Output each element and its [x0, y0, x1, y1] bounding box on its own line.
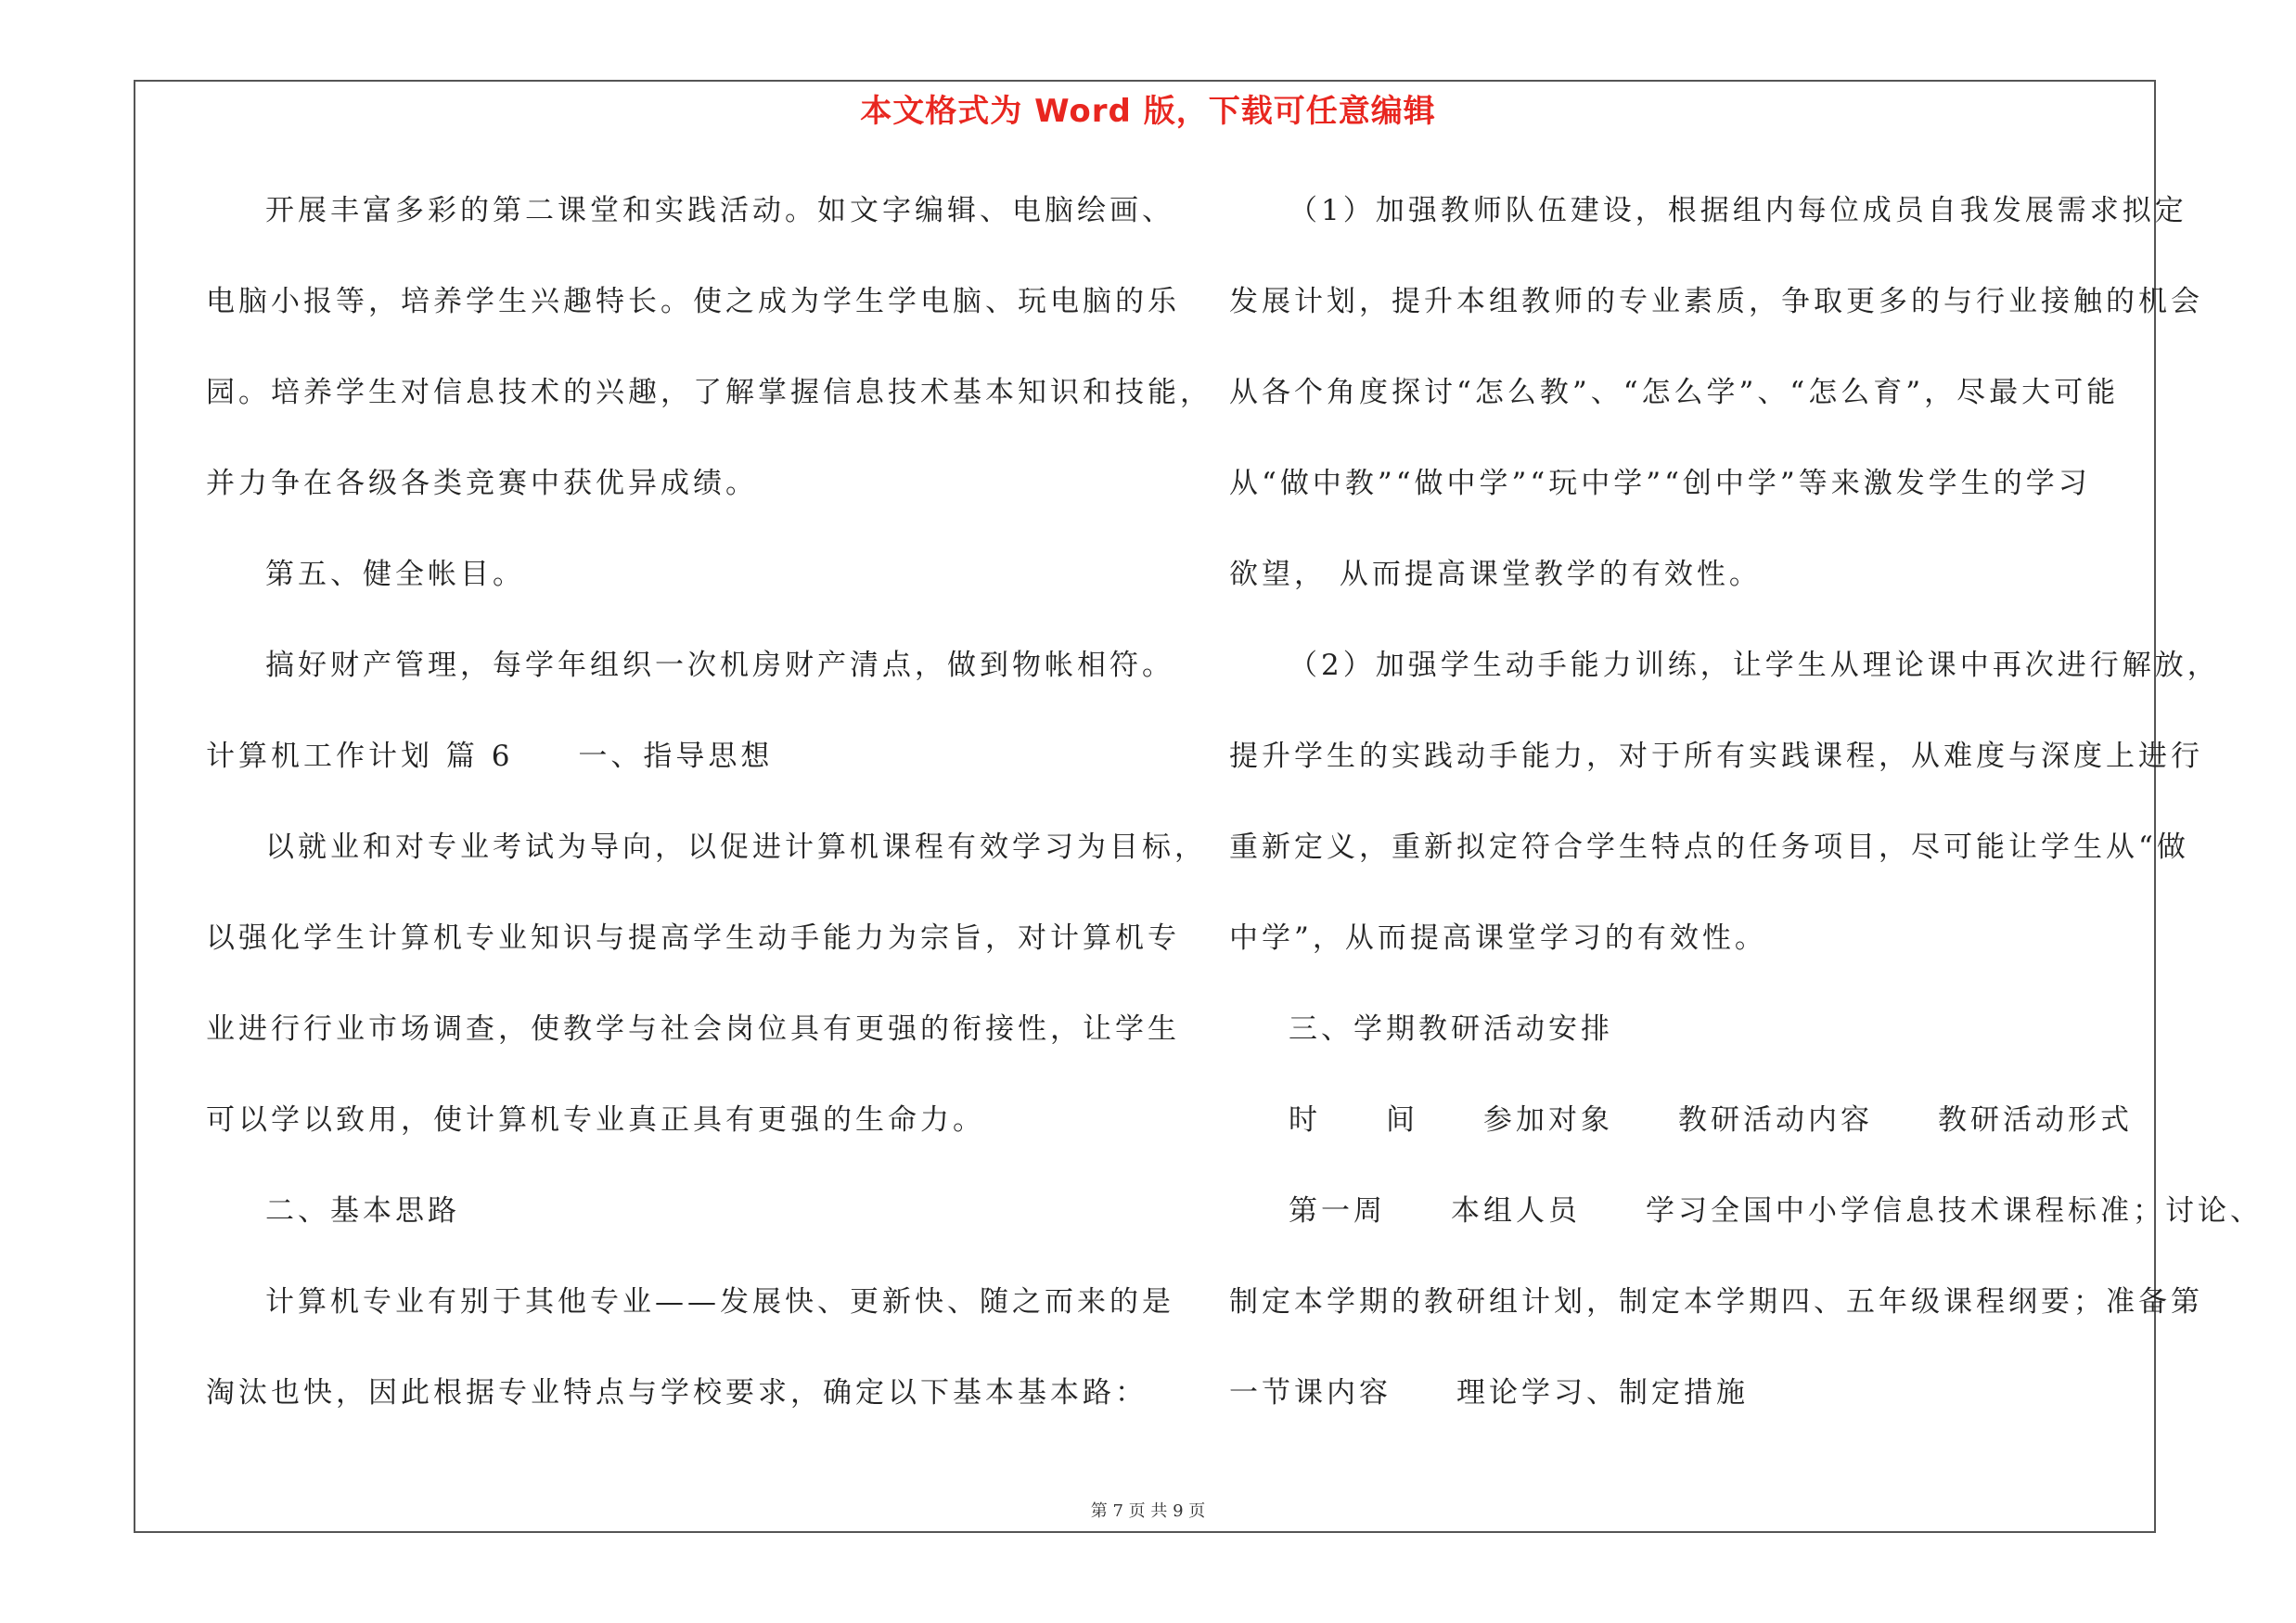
section-heading: 第五、健全帐目。: [265, 558, 525, 591]
section-heading: 计算机工作计划 篇 6 一、指导思想: [206, 740, 774, 773]
text-line: 从“做中教”“做中学”“玩中学”“创中学”等来激发学生的学习: [1229, 467, 2091, 500]
format-banner: 本文格式为 Word 版，下载可任意编辑: [860, 93, 1436, 130]
page-number: 第 7 页 共 9 页: [1090, 1501, 1206, 1521]
text-line: 中学”，从而提高课堂学习的有效性。: [1229, 921, 1767, 955]
text-line: 开展丰富多彩的第二课堂和实践活动。如文字编辑、电脑绘画、: [265, 194, 1174, 227]
text-line: 欲望， 从而提高课堂教学的有效性。: [1229, 558, 1762, 591]
text-line: 业进行行业市场调查，使教学与社会岗位具有更强的衔接性，让学生: [206, 1012, 1180, 1046]
text-line: 发展计划，提升本组教师的专业素质，争取更多的与行业接触的机会: [1229, 285, 2203, 318]
text-line: 以强化学生计算机专业知识与提高学生动手能力为宗旨，对计算机专: [206, 921, 1180, 955]
text-line: 从各个角度探讨“怎么教”、“怎么学”、“怎么育”，尽最大可能: [1229, 376, 2120, 409]
table-header-line: 时 间 参加对象 教研活动内容 教研活动形式: [1289, 1103, 2133, 1137]
text-line: 搞好财产管理，每学年组织一次机房财产清点，做到物帐相符。: [265, 649, 1174, 682]
text-line: 园。培养学生对信息技术的兴趣，了解掌握信息技术基本知识和技能，: [206, 376, 1212, 409]
text-line: 电脑小报等，培养学生兴趣特长。使之成为学生学电脑、玩电脑的乐: [206, 285, 1180, 318]
text-line: 以就业和对专业考试为导向，以促进计算机课程有效学习为目标，: [265, 831, 1207, 864]
text-line: 并力争在各级各类竞赛中获优异成绩。: [206, 467, 758, 500]
text-line: 淘汰也快，因此根据专业特点与学校要求，确定以下基本基本路：: [206, 1376, 1148, 1410]
table-row-line: 一节课内容 理论学习、制定措施: [1229, 1376, 1749, 1410]
section-heading: 二、基本思路: [265, 1194, 460, 1228]
section-heading: 三、学期教研活动安排: [1289, 1012, 1613, 1046]
text-line: （2）加强学生动手能力训练，让学生从理论课中再次进行解放，: [1289, 649, 2220, 682]
right-column: [1229, 182, 2263, 1455]
text-line: 提升学生的实践动手能力，对于所有实践课程，从难度与深度上进行: [1229, 740, 2203, 773]
text-line: 可以学以致用，使计算机专业真正具有更强的生命力。: [206, 1103, 985, 1137]
table-row-line: 第一周 本组人员 学习全国中小学信息技术课程标准；讨论、: [1289, 1194, 2263, 1228]
text-line: 计算机专业有别于其他专业——发展快、更新快、随之而来的是: [265, 1285, 1174, 1319]
text-line: 重新定义，重新拟定符合学生特点的任务项目，尽可能让学生从“做: [1229, 831, 2189, 864]
left-column: [206, 182, 1212, 1455]
text-line: （1）加强教师队伍建设，根据组内每位成员自我发展需求拟定: [1289, 194, 2187, 227]
table-row-line: 制定本学期的教研组计划，制定本学期四、五年级课程纲要；准备第: [1229, 1285, 2203, 1319]
